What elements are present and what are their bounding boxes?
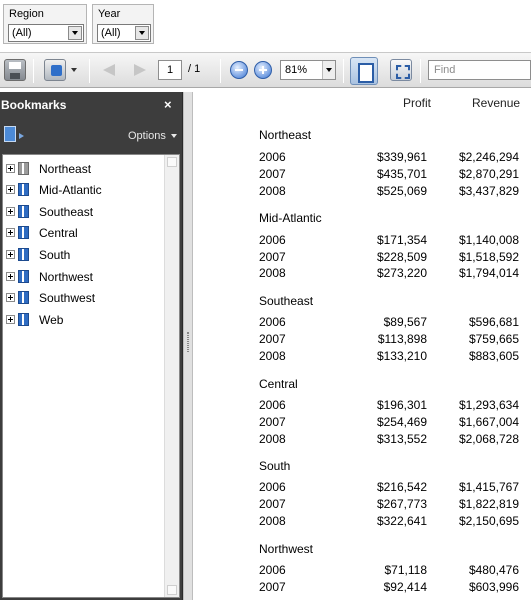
year-cell: 2007 bbox=[259, 415, 286, 429]
revenue-cell: $480,476 bbox=[468, 563, 519, 577]
group-header: Mid-Atlantic bbox=[259, 211, 322, 225]
bookmark-label: Southwest bbox=[39, 291, 96, 305]
bookmark-northeast[interactable] bbox=[3, 159, 163, 179]
revenue-cell: $603,996 bbox=[468, 580, 519, 594]
bookmark-southwest[interactable] bbox=[3, 288, 163, 308]
revenue-cell: $1,667,004 bbox=[458, 415, 519, 429]
expand-icon[interactable] bbox=[6, 250, 15, 259]
region-filter-label: Region bbox=[9, 8, 44, 20]
profit-cell: $216,542 bbox=[376, 480, 427, 494]
bookmark-jump-icon[interactable] bbox=[4, 126, 16, 142]
bookmark-icon bbox=[18, 205, 29, 218]
revenue-cell: $3,437,829 bbox=[458, 184, 519, 198]
year-cell: 2007 bbox=[259, 250, 286, 264]
revenue-cell: $2,246,294 bbox=[458, 150, 519, 164]
bookmark-tree bbox=[2, 154, 180, 598]
bookmark-web[interactable] bbox=[3, 310, 163, 330]
expand-icon[interactable] bbox=[6, 315, 15, 324]
expand-icon[interactable] bbox=[6, 185, 15, 194]
bookmarks-header bbox=[0, 92, 183, 120]
revenue-cell: $883,605 bbox=[468, 349, 519, 363]
viewer-toolbar bbox=[0, 52, 531, 88]
group-header: Central bbox=[259, 377, 298, 391]
year-select[interactable] bbox=[97, 24, 151, 42]
profit-cell: $267,773 bbox=[376, 497, 427, 511]
report-page bbox=[194, 92, 531, 600]
chevron-down-icon bbox=[171, 134, 177, 138]
expand-icon[interactable] bbox=[6, 272, 15, 281]
revenue-cell: $1,140,008 bbox=[458, 233, 519, 247]
previous-page-icon[interactable] bbox=[99, 59, 121, 81]
expand-icon[interactable] bbox=[6, 207, 15, 216]
profit-cell: $171,354 bbox=[376, 233, 427, 247]
region-select[interactable] bbox=[8, 24, 84, 42]
bookmark-icon bbox=[18, 270, 29, 283]
profit-cell: $71,118 bbox=[384, 563, 427, 577]
panel-splitter[interactable] bbox=[183, 92, 193, 600]
bookmark-icon bbox=[18, 183, 29, 196]
revenue-cell: $1,293,634 bbox=[458, 398, 519, 412]
zoom-out-icon[interactable] bbox=[230, 61, 248, 79]
year-cell: 2007 bbox=[259, 332, 286, 346]
group-header: Northeast bbox=[259, 128, 312, 142]
bookmarks-panel bbox=[0, 92, 183, 600]
bookmark-label: Web bbox=[39, 313, 64, 327]
year-cell: 2006 bbox=[259, 480, 286, 494]
page-total: / 1 bbox=[188, 63, 201, 75]
revenue-cell: $1,518,592 bbox=[458, 250, 519, 264]
year-cell: 2008 bbox=[259, 266, 286, 280]
revenue-column-header: Revenue bbox=[472, 96, 521, 110]
year-cell: 2006 bbox=[259, 233, 286, 247]
bookmark-icon bbox=[18, 226, 29, 239]
year-cell: 2006 bbox=[259, 398, 286, 412]
group-header: South bbox=[259, 459, 291, 473]
fit-page-icon[interactable] bbox=[350, 57, 378, 85]
revenue-cell: $2,150,695 bbox=[458, 514, 519, 528]
profit-cell: $273,220 bbox=[376, 266, 427, 280]
bookmark-northwest[interactable] bbox=[3, 267, 163, 287]
scroll-up-icon[interactable] bbox=[167, 157, 177, 167]
zoom-select[interactable] bbox=[280, 60, 336, 80]
options-label: Options bbox=[128, 130, 166, 142]
year-cell: 2007 bbox=[259, 167, 286, 181]
toolbar-separator bbox=[89, 59, 90, 83]
profit-cell: $254,469 bbox=[376, 415, 427, 429]
toolbar-separator bbox=[33, 59, 34, 83]
profit-cell: $92,414 bbox=[383, 580, 427, 594]
year-cell: 2007 bbox=[259, 497, 286, 511]
year-cell: 2006 bbox=[259, 315, 286, 329]
options-button[interactable] bbox=[128, 130, 177, 142]
bookmark-icon bbox=[18, 313, 29, 326]
bookmark-central[interactable] bbox=[3, 223, 163, 243]
bookmark-south[interactable] bbox=[3, 245, 163, 265]
save-icon[interactable] bbox=[4, 59, 26, 81]
profit-cell: $313,552 bbox=[376, 432, 427, 446]
chevron-down-icon[interactable] bbox=[71, 68, 77, 72]
year-cell: 2008 bbox=[259, 184, 286, 198]
toolbar-separator bbox=[220, 59, 221, 83]
profit-cell: $339,961 bbox=[376, 150, 427, 164]
year-cell: 2006 bbox=[259, 150, 286, 164]
grip-icon bbox=[187, 332, 189, 352]
region-filter bbox=[3, 4, 87, 44]
profit-column-header: Profit bbox=[403, 96, 432, 110]
bookmark-label: Northeast bbox=[39, 162, 92, 176]
profit-cell: $196,301 bbox=[376, 398, 427, 412]
export-icon[interactable] bbox=[44, 59, 66, 81]
expand-icon[interactable] bbox=[6, 228, 15, 237]
revenue-cell: $759,665 bbox=[468, 332, 519, 346]
revenue-cell: $2,870,291 bbox=[458, 167, 519, 181]
revenue-cell: $596,681 bbox=[468, 315, 519, 329]
close-icon[interactable]: × bbox=[164, 97, 172, 112]
year-cell: 2008 bbox=[259, 514, 286, 528]
region-select-value: (All) bbox=[12, 27, 32, 39]
group-header: Northwest bbox=[259, 542, 314, 556]
revenue-cell: $1,794,014 bbox=[458, 266, 519, 280]
bookmark-mid-atlantic[interactable] bbox=[3, 180, 163, 200]
year-cell: 2008 bbox=[259, 432, 286, 446]
year-filter-label: Year bbox=[98, 8, 121, 20]
zoom-in-icon[interactable] bbox=[254, 61, 272, 79]
year-cell: 2006 bbox=[259, 563, 286, 577]
profit-cell: $133,210 bbox=[376, 349, 427, 363]
bookmark-icon bbox=[18, 291, 29, 304]
year-cell: 2007 bbox=[259, 580, 286, 594]
bookmark-label: South bbox=[39, 248, 71, 262]
profit-cell: $525,069 bbox=[376, 184, 427, 198]
bookmarks-tools bbox=[0, 122, 183, 150]
profit-cell: $89,567 bbox=[383, 315, 427, 329]
group-header: Southeast bbox=[259, 294, 314, 308]
profit-cell: $435,701 bbox=[376, 167, 427, 181]
revenue-cell: $2,068,728 bbox=[458, 432, 519, 446]
fullscreen-icon[interactable] bbox=[390, 59, 412, 81]
profit-cell: $228,509 bbox=[376, 250, 427, 264]
bookmarks-title: Bookmarks bbox=[1, 98, 67, 112]
scroll-down-icon[interactable] bbox=[167, 585, 177, 595]
revenue-cell: $1,822,819 bbox=[458, 497, 519, 511]
bookmark-icon bbox=[18, 162, 29, 175]
profit-cell: $322,641 bbox=[376, 514, 427, 528]
next-page-icon[interactable] bbox=[128, 59, 150, 81]
toolbar-separator bbox=[343, 59, 344, 83]
chevron-down-icon[interactable] bbox=[322, 61, 335, 79]
bookmark-scrollbar[interactable] bbox=[164, 155, 179, 597]
bookmark-icon bbox=[18, 248, 29, 261]
filter-bar bbox=[0, 0, 531, 48]
bookmark-label: Central bbox=[39, 226, 78, 240]
page-number-input[interactable]: 1 bbox=[158, 60, 182, 80]
year-filter bbox=[92, 4, 154, 44]
expand-icon[interactable] bbox=[6, 164, 15, 173]
find-input[interactable]: Find bbox=[428, 60, 531, 80]
bookmark-label: Northwest bbox=[39, 270, 94, 284]
chevron-down-icon[interactable] bbox=[135, 26, 149, 40]
bookmark-label: Southeast bbox=[39, 205, 94, 219]
bookmark-southeast[interactable] bbox=[3, 202, 163, 222]
bookmark-label: Mid-Atlantic bbox=[39, 183, 102, 197]
expand-icon[interactable] bbox=[6, 293, 15, 302]
revenue-cell: $1,415,767 bbox=[458, 480, 519, 494]
year-select-value: (All) bbox=[101, 27, 121, 39]
zoom-value: 81% bbox=[285, 64, 308, 76]
toolbar-separator bbox=[420, 59, 421, 83]
year-cell: 2008 bbox=[259, 349, 286, 363]
chevron-down-icon[interactable] bbox=[68, 26, 82, 40]
profit-cell: $113,898 bbox=[377, 332, 427, 346]
